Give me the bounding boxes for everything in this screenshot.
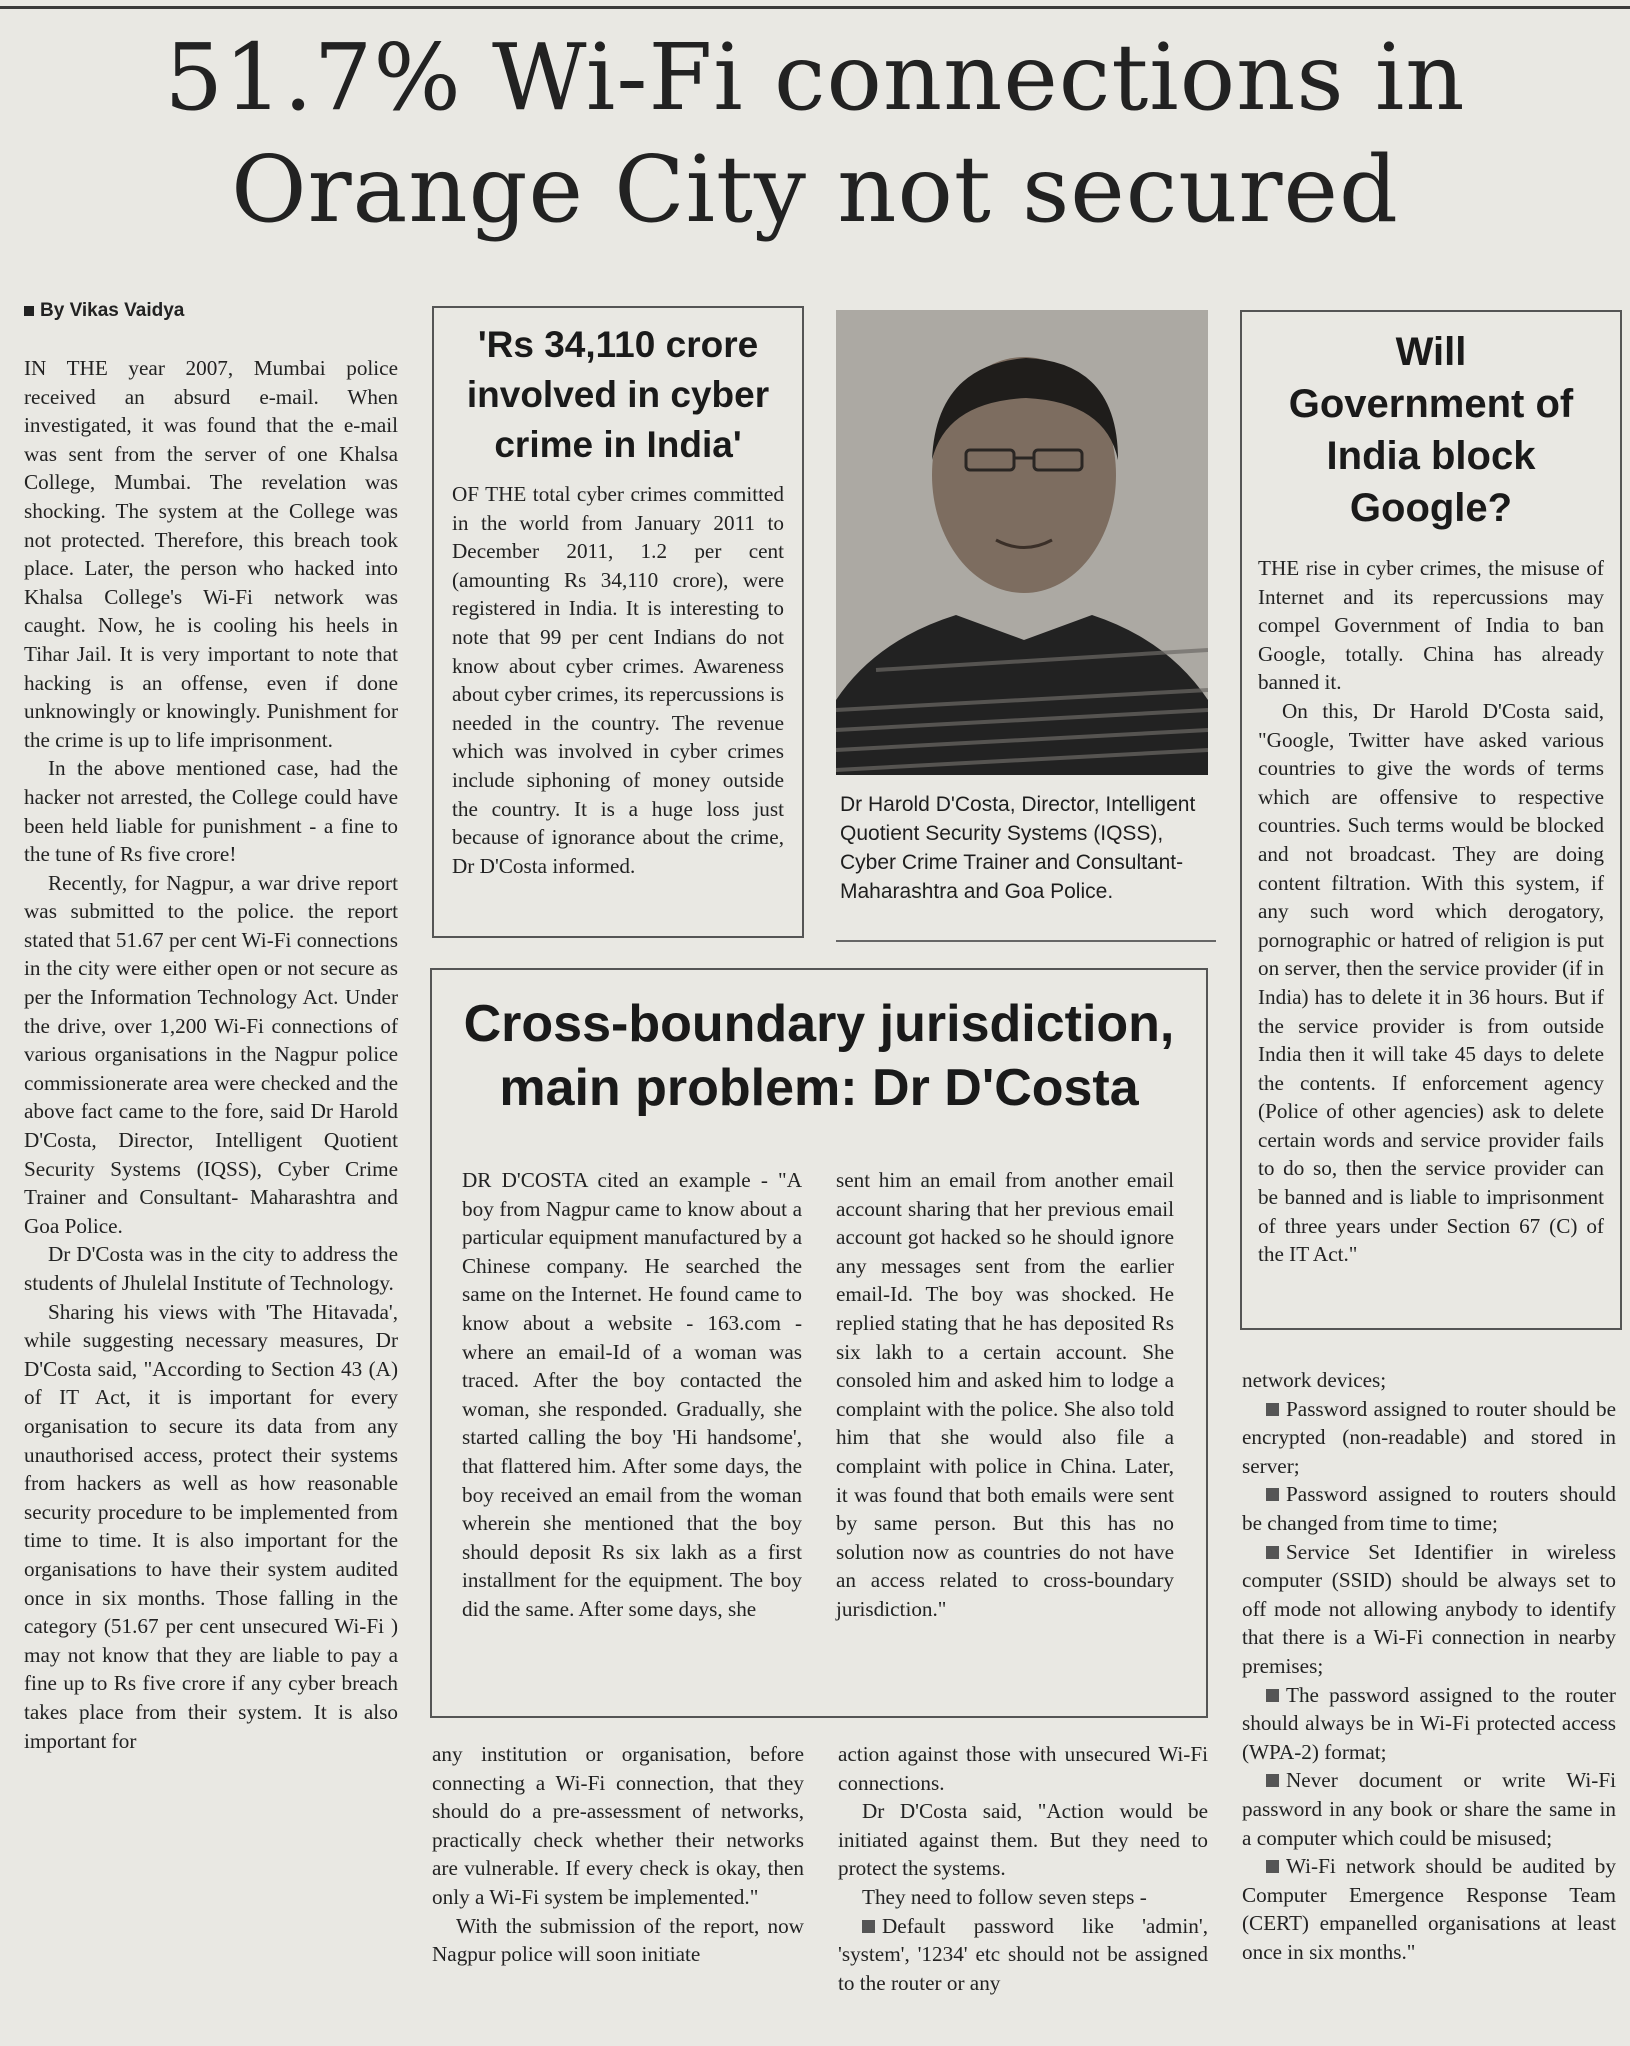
col3-step-text: Default password like 'admin', 'system', '1234' etc should not be assigned to the router or any [838, 1913, 1208, 1995]
jurisdiction-box-title: Cross-boundary jurisdiction, main problem: Dr D'Costa [463, 995, 1175, 1117]
jurisdiction-left-column: DR D'COSTA cited an example - "A boy from Nagpur came to know about a particular equipment manufactured by a Chinese company. He searched the same on the Internet. He found came to know about a website - 163.com - where an email-Id of a woman was traced. After the boy contacted the woman, she responded. Gradually, she started calling the boy 'Hi handsome', that flattered him. After some days, the boy received an email from the woman wherein she mentioned that the boy should deposit Rs six lakh as a first installment for the equipment. The boy did the same. After some days, she [462, 1168, 802, 1621]
column-2-bottom [432, 1740, 804, 1969]
col4-bullet-text: Wi-Fi network should be audited by Computer Emergence Response Team (CERT) empanelled organisations at least once in six months." [1242, 1854, 1616, 1964]
col4-bullet-text: Service Set Identifier in wireless computer (SSID) should be always set to off mode not allowing anybody to identify that there is a Wi-Fi connection in nearby premises; [1242, 1539, 1616, 1678]
column-1 [24, 354, 398, 1755]
col3-paragraph: They need to follow seven steps - [862, 1884, 1147, 1909]
col4-bullet-item [1242, 1480, 1616, 1537]
google-box [1240, 310, 1622, 1330]
col4-bullet-item [1242, 1852, 1616, 1966]
photo-caption: Dr Harold D'Costa, Director, Intelligent Quotient Security Systems (IQSS), Cyber Crime Trainer and Consultant- Maharashtra and Goa Police. [840, 793, 1196, 903]
headline [120, 22, 1510, 246]
bullet-square-icon [1266, 1403, 1279, 1416]
google-box-body [1258, 554, 1604, 1269]
jurisdiction-right-column: sent him an email from another email account sharing that her previous email account got hacked so he should ignore any messages sent from the earlier email-Id. The boy was shocked. He replied stating that he has deposited Rs six lakh to a certain account. She consoled him and asked him to lodge a complaint with the police. She also told him that she would also file a complaint with police in China. Later, it was found that both emails were sent by same person. But this has no solution now as countries do not have an access related to cross-boundary jurisdiction." [836, 1168, 1174, 1621]
byline [24, 300, 184, 322]
bullet-square-icon [1266, 1546, 1279, 1559]
portrait-image [836, 310, 1208, 775]
google-box-paragraph: THE rise in cyber crimes, the misuse of Internet and its repercussions may compel Government of India to ban Google, totally. China has already banned it. [1258, 556, 1604, 695]
cyber-crime-box-title: 'Rs 34,110 crore involved in cyber crime in India' [466, 324, 770, 465]
col1-paragraph: Dr D'Costa was in the city to address the students of Jhulelal Institute of Technology. [24, 1242, 398, 1295]
headline-line-1: 51.7% Wi-Fi connections in [164, 24, 1466, 131]
bullet-square-icon [1266, 1488, 1279, 1501]
cyber-crime-box [432, 306, 804, 938]
google-box-title: Will Government of India block Google? [1288, 330, 1574, 530]
bullet-square-icon [1266, 1860, 1279, 1873]
byline-text: By Vikas Vaidya [40, 300, 185, 321]
google-box-paragraph: On this, Dr Harold D'Costa said, "Google, Twitter have asked various countries to give the words of terms which are offensive to respective countries. Such terms would be blocked and not broadcast. They are doing content filtration. With this system, if any such word which derogatory, pornographic or hatred of religion is put on server, then the service provider (if in India) has to delete it in 36 hours. But if the service provider is from outside India then it will take 45 days to delete the contents. If enforcement agency (Police of other agencies) ask to delete certain words and service provider fails to do so, then the service provider can be banned and is liable to imprisonment of three years under Section 67 (C) of the IT Act." [1258, 698, 1604, 1267]
col1-paragraph: Recently, for Nagpur, a war drive report was submitted to the police. the report stated that 51.67 per cent Wi-Fi connections in the city were either open or not secure as per the Information Technology Act. Under the drive, over 1,200 Wi-Fi connections of various organisations in the Nagpur police commissionerate area were checked and the above fact came to the fore, said Dr Harold D'Costa, Director, Intelligent Quotient Security Systems (IQSS), Cyber Crime Trainer and Consultant- Maharashtra and Goa Police. [24, 870, 398, 1238]
col2-paragraph: With the submission of the report, now Nagpur police will soon initiate [432, 1913, 804, 1967]
portrait-photo [836, 310, 1208, 775]
bullet-square-icon [1266, 1774, 1279, 1787]
headline-line-2: Orange City not secured [231, 136, 1399, 243]
col4-bullet-text: Password assigned to routers should be changed from time to time; [1242, 1482, 1616, 1535]
bullet-square-icon [862, 1920, 875, 1933]
col4-bullet-item [1242, 1395, 1616, 1481]
col4-bullet-text: Never document or write Wi-Fi password in any book or share the same in a computer which could be misused; [1242, 1768, 1616, 1850]
caption-rule [836, 940, 1216, 942]
col4-bullet-item [1242, 1538, 1616, 1681]
col1-paragraph: IN THE year 2007, Mumbai police received an absurd e-mail. When investigated, it was found that the e-mail was sent from the server of one Khalsa College, Mumbai. The revelation was shocking. The system at the College was not protected. Therefore, this breach took place. Later, the person who hacked into Khalsa College's Wi-Fi network was caught. Now, he is cooling his heels in Tihar Jail. It is very important to note that hacking is an offense, even if done unknowingly or knowingly. Punishment for the crime is up to life imprisonment. [24, 356, 398, 752]
col3-paragraph: Dr D'Costa said, "Action would be initiated against them. But they need to protect the systems. [838, 1799, 1208, 1881]
col2-paragraph: any institution or organisation, before connecting a Wi-Fi connection, that they should do a pre-assessment of networks, practically check whether their networks are vulnerable. If every check is okay, then only a Wi-Fi system be implemented." [432, 1742, 804, 1909]
top-rule [0, 6, 1630, 9]
jurisdiction-box [430, 968, 1208, 1718]
col4-lead: network devices; [1242, 1368, 1387, 1392]
column-4-bottom [1242, 1366, 1616, 1966]
col1-paragraph: In the above mentioned case, had the hacker not arrested, the College could have been held liable for punishment - a fine to the tune of Rs five crore! [24, 756, 398, 867]
col4-bullet-text: The password assigned to the router should always be in Wi-Fi protected access (WPA-2) format; [1242, 1682, 1616, 1764]
col4-bullet-text: Password assigned to router should be encrypted (non-readable) and stored in server; [1242, 1396, 1616, 1478]
bullet-square-icon [1266, 1689, 1279, 1702]
cyber-crime-box-body: OF THE total cyber crimes committed in the world from January 2011 to December 2011, 1.2 per cent (amounting Rs 34,110 crore), were registered in India. It is interesting to note that 99 per cent Indians do not know about cyber crimes. Awareness about cyber crimes, its repercussions is needed in the country. The revenue which was involved in cyber crimes include siphoning of money outside the country. It is a huge loss just because of ignorance about the crime, Dr D'Costa informed. [452, 482, 784, 878]
byline-square-icon [24, 306, 34, 316]
col3-paragraph: action against those with unsecured Wi-Fi connections. [838, 1742, 1208, 1795]
col4-bullet-item [1242, 1766, 1616, 1852]
col3-paragraph [838, 1912, 1208, 1998]
column-3-bottom [838, 1740, 1208, 1997]
col1-paragraph: Sharing his views with 'The Hitavada', while suggesting necessary measures, Dr D'Costa said, "According to Section 43 (A) of IT Act, it is important for every organisation to secure its data from any unauthorised access, protect their systems from hackers as well as how reasonable security procedure to be implemented from time to time. It is also important for the organisations to have their system audited once in six months. Those falling in the category (51.67 per cent unsecured Wi-Fi ) may not know that they are liable to pay a fine up to Rs five crore if any cyber breach takes place from their system. It is also important for [24, 1299, 398, 1753]
col4-bullet-item [1242, 1681, 1616, 1767]
